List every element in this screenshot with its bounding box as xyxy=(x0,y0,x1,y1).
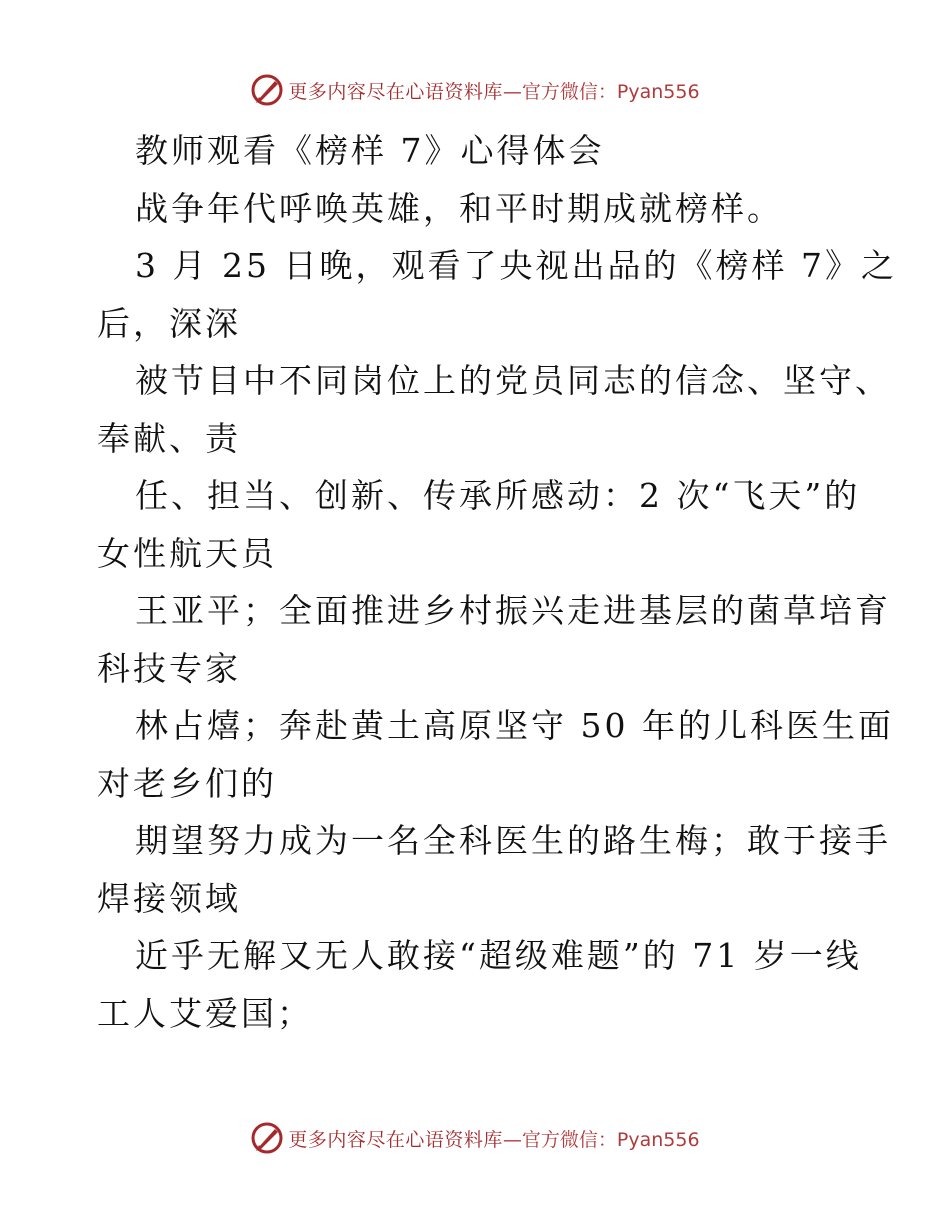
paragraph-line: 焊接领域 xyxy=(97,878,241,918)
document-title: 教师观看《榜样 7》心得体会 xyxy=(135,131,605,170)
paragraph-line: 3 月 25 日晚，观看了央视出品的《榜样 7》之 xyxy=(135,246,897,285)
footer-banner xyxy=(0,1118,950,1158)
quill-pen-logo-icon xyxy=(250,73,284,107)
paragraph-line: 工人艾爱国； xyxy=(97,993,313,1033)
banner-title: 更多内容尽在心语资料库 xyxy=(288,80,503,103)
paragraph-line: 对老乡们的 xyxy=(97,763,277,803)
banner-wechat: —官方微信：Pyan556 xyxy=(502,1128,700,1151)
paragraph-line: 奉献、责 xyxy=(97,418,241,458)
banner-wechat: —官方微信：Pyan556 xyxy=(502,80,700,103)
paragraph-line: 后，深深 xyxy=(97,303,241,343)
header-banner xyxy=(0,70,950,110)
paragraph-line: 科技专家 xyxy=(97,648,241,688)
document-body xyxy=(97,122,897,1042)
paragraph-line: 王亚平；全面推进乡村振兴走进基层的菌草培育 xyxy=(135,591,891,630)
paragraph-line: 林占熺；奔赴黄土高原坚守 50 年的儿科医生面 xyxy=(135,706,894,745)
paragraph-line: 被节目中不同岗位上的党员同志的信念、坚守、 xyxy=(135,361,891,400)
paragraph-line: 近乎无解又无人敢接“超级难题”的 71 岁一线 xyxy=(135,936,862,975)
paragraph-line: 女性航天员 xyxy=(97,533,277,573)
quill-pen-logo-icon xyxy=(250,1121,284,1155)
paragraph-line: 期望努力成为一名全科医生的路生梅；敢于接手 xyxy=(135,821,891,860)
paragraph-line: 战争年代呼唤英雄，和平时期成就榜样。 xyxy=(135,188,783,228)
paragraph-line: 任、担当、创新、传承所感动：2 次“飞天”的 xyxy=(135,476,861,515)
banner-title: 更多内容尽在心语资料库 xyxy=(288,1128,503,1151)
